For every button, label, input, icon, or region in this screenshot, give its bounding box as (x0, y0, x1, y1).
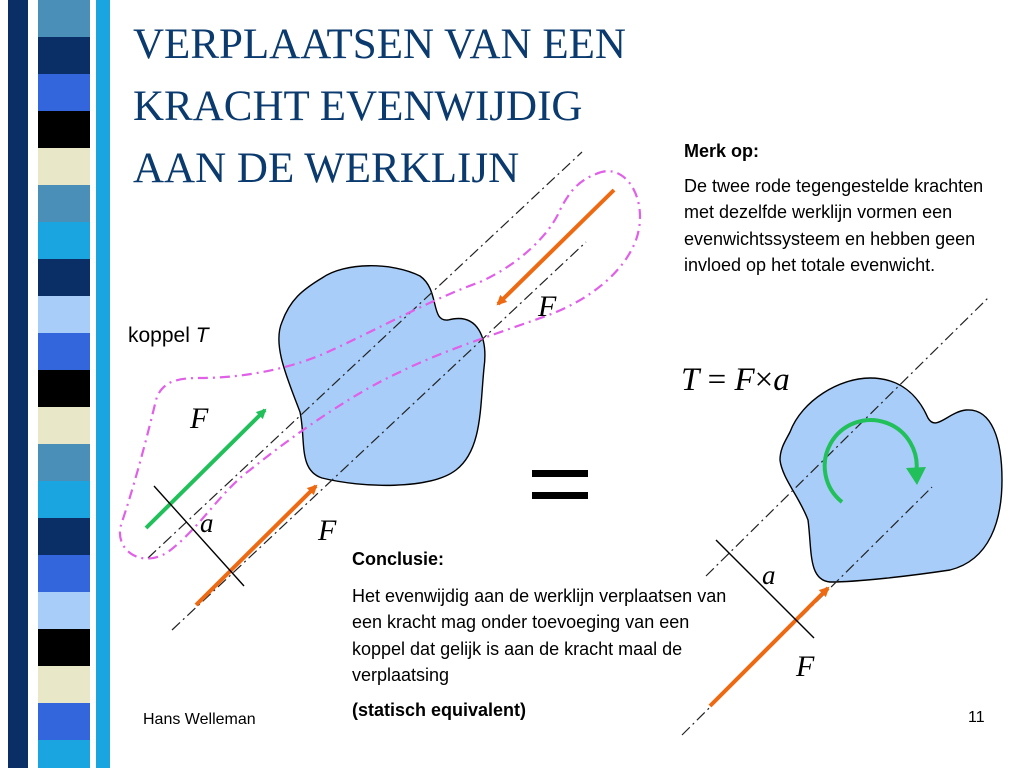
line-of-action-upper (148, 152, 582, 558)
force-label-bottom: F (318, 514, 337, 547)
distance-label-right: a (762, 560, 776, 590)
formula-a: a (773, 362, 790, 398)
remark-heading: Merk op: (684, 141, 760, 161)
distance-label-left: a (200, 508, 214, 538)
formula-f: F (734, 362, 755, 398)
footer-author: Hans Welleman (143, 711, 256, 728)
right-rigid-body (780, 378, 1002, 582)
page-number: 11 (968, 709, 985, 726)
force-label-right: F (796, 650, 815, 683)
remark-block (684, 138, 984, 279)
conclusion-block (352, 546, 752, 723)
conclusion-body: Het evenwijdig aan de werklijn verplaatsen van een kracht mag onder toevoeging van een koppel dat gelijk is aan de kracht maal de verplaatsing (352, 585, 727, 685)
left-rigid-body (279, 266, 485, 486)
moment-formula (681, 362, 790, 399)
formula-times: × (754, 362, 774, 398)
formula-t: T (681, 362, 700, 398)
title-line-3: AAN DE WERKLIJN (133, 145, 520, 192)
force-arrow-top-orange (498, 190, 614, 304)
equals-bar-bottom (532, 492, 588, 499)
remark-body: De twee rode tegengestelde krachten met dezelfde werklijn vormen een evenwichtssysteem en hebben geen invloed op het totale evenwicht. (684, 175, 984, 275)
koppel-word: koppel (128, 324, 190, 347)
distance-marker-left (154, 486, 244, 586)
koppel-symbol: T (195, 324, 209, 347)
force-label-green: F (190, 402, 209, 435)
title-line-2: KRACHT EVENWIJDIG (133, 83, 583, 130)
koppel-label (128, 324, 209, 348)
equivalence-sign (532, 462, 588, 504)
conclusion-heading: Conclusie: (352, 549, 445, 569)
title-line-1: VERPLAATSEN VAN EEN (133, 21, 626, 68)
formula-equals: = (707, 362, 727, 398)
force-label-top: F (538, 290, 557, 323)
equals-bar-top (532, 470, 588, 477)
conclusion-emphasis: (statisch equivalent) (352, 699, 527, 720)
force-arrow-bottom-orange (196, 486, 316, 605)
